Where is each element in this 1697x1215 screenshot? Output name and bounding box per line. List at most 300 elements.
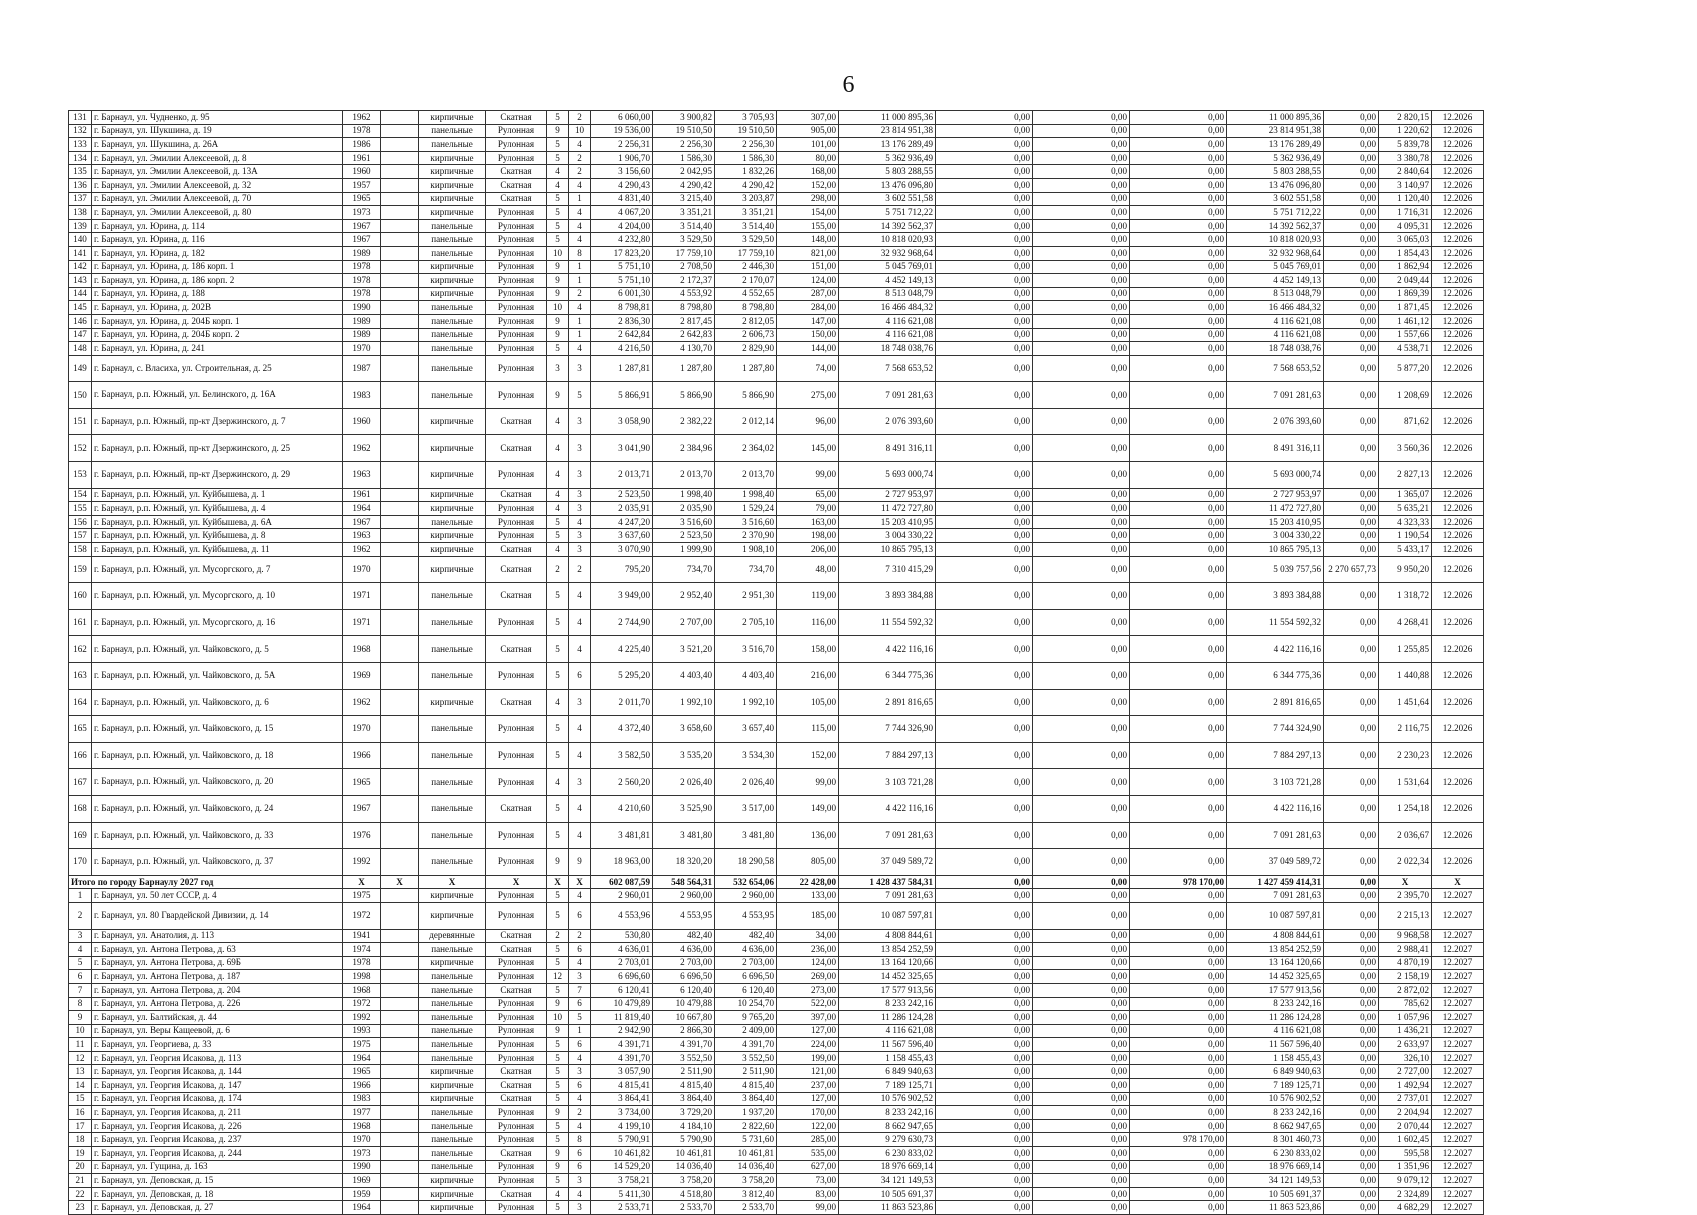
table-cell <box>381 889 419 903</box>
table-cell: 4 <box>547 435 569 462</box>
table-cell: кирпичные <box>419 902 486 929</box>
table-cell: 15 <box>69 1092 92 1106</box>
table-cell: 4 <box>547 165 569 179</box>
table-cell: 3 729,20 <box>653 1106 715 1120</box>
table-cell: 1972 <box>343 902 381 929</box>
table-cell: 0,00 <box>1324 943 1379 957</box>
table-cell: 0,00 <box>1324 355 1379 382</box>
table-cell: 0,00 <box>1130 1160 1227 1174</box>
table-cell: 0,00 <box>936 849 1033 876</box>
table-cell: 1 <box>569 192 591 206</box>
table-cell: 2 727 953,97 <box>1227 488 1324 502</box>
table-cell: 2 170,07 <box>715 274 777 288</box>
table-cell: 0,00 <box>1130 929 1227 943</box>
table-cell: 0,00 <box>1324 1133 1379 1147</box>
table-cell: 8 491 316,11 <box>839 435 936 462</box>
table-cell: 5 <box>547 151 569 165</box>
table-cell <box>381 1079 419 1093</box>
table-cell: 1 716,31 <box>1379 206 1432 220</box>
table-cell: г. Барнаул, ул. Георгия Исакова, д. 174 <box>92 1092 343 1106</box>
table-cell: 7 <box>569 983 591 997</box>
table-cell: 7 744 326,90 <box>839 716 936 743</box>
table-cell: 79,00 <box>777 502 839 516</box>
table-cell: 482,40 <box>653 929 715 943</box>
table-cell: 1992 <box>343 849 381 876</box>
table-row <box>69 206 1484 220</box>
table-cell: 1964 <box>343 502 381 516</box>
table-cell: 19 510,50 <box>653 124 715 138</box>
table-cell: 4 391,70 <box>715 1038 777 1052</box>
table-cell: 10 865 795,13 <box>1227 543 1324 557</box>
table-cell: 3 758,21 <box>591 1174 653 1188</box>
table-cell: панельные <box>419 716 486 743</box>
table-cell: 1989 <box>343 246 381 260</box>
table-cell: 8 662 947,65 <box>1227 1119 1324 1133</box>
table-cell: X <box>1379 875 1432 889</box>
table-cell: Скатная <box>486 689 547 716</box>
table-cell: кирпичные <box>419 889 486 903</box>
table-cell: 0,00 <box>1324 1079 1379 1093</box>
table-cell: 2 511,90 <box>653 1065 715 1079</box>
table-cell: 10 <box>547 1011 569 1025</box>
table-cell: 5 <box>547 1079 569 1093</box>
table-cell <box>381 822 419 849</box>
table-cell: 0,00 <box>936 875 1033 889</box>
table-cell: г. Барнаул, ул. Юрина, д. 116 <box>92 233 343 247</box>
table-cell: 0,00 <box>1324 462 1379 489</box>
table-cell: 2 070,44 <box>1379 1119 1432 1133</box>
table-cell: X <box>569 875 591 889</box>
table-cell: 2 042,95 <box>653 165 715 179</box>
table-cell: 12.2026 <box>1432 219 1484 233</box>
table-cell: 34 121 149,53 <box>839 1174 936 1188</box>
table-cell: Рулонная <box>486 742 547 769</box>
table-row <box>69 956 1484 970</box>
table-row <box>69 274 1484 288</box>
table-cell: X <box>1432 875 1484 889</box>
table-cell: панельные <box>419 769 486 796</box>
table-cell: 1 451,64 <box>1379 689 1432 716</box>
table-cell: 0,00 <box>936 1187 1033 1201</box>
table-cell: 5 433,17 <box>1379 543 1432 557</box>
table-cell: 0,00 <box>1130 1079 1227 1093</box>
table-cell: 2 230,23 <box>1379 742 1432 769</box>
table-cell: г. Барнаул, р.п. Южный, пр-кт Дзержинского, д. 25 <box>92 435 343 462</box>
table-cell: 12.2027 <box>1432 1106 1484 1120</box>
table-cell: 12.2027 <box>1432 1079 1484 1093</box>
table-cell: 166 <box>69 742 92 769</box>
table-cell: 0,00 <box>1130 609 1227 636</box>
table-cell: 0,00 <box>936 742 1033 769</box>
table-cell: 1 287,80 <box>715 355 777 382</box>
table-cell: 4 <box>547 689 569 716</box>
table-cell: 3 582,50 <box>591 742 653 769</box>
table-cell: 12.2026 <box>1432 382 1484 409</box>
table-cell: 5 <box>547 1119 569 1133</box>
table-cell: 2 <box>569 929 591 943</box>
table-cell: 17 577 913,56 <box>1227 983 1324 997</box>
table-cell: 12.2026 <box>1432 165 1484 179</box>
table-cell: 10 <box>547 301 569 315</box>
table-cell <box>381 382 419 409</box>
table-cell: кирпичные <box>419 165 486 179</box>
table-cell: 3 103 721,28 <box>1227 769 1324 796</box>
table-row <box>69 902 1484 929</box>
table-cell: 11 819,40 <box>591 1011 653 1025</box>
table-cell: кирпичные <box>419 206 486 220</box>
table-cell: Рулонная <box>486 138 547 152</box>
table-cell: 9 <box>547 287 569 301</box>
table-cell: 5 751 712,22 <box>1227 206 1324 220</box>
table-cell: 18 748 038,76 <box>1227 342 1324 356</box>
table-cell: 7 091 281,63 <box>1227 382 1324 409</box>
table-cell: 2 822,60 <box>715 1119 777 1133</box>
table-cell: кирпичные <box>419 192 486 206</box>
table-cell: панельные <box>419 246 486 260</box>
table-row <box>69 1024 1484 1038</box>
table-cell: панельные <box>419 997 486 1011</box>
table-cell: 0,00 <box>1130 1038 1227 1052</box>
table-cell: 4 <box>547 769 569 796</box>
table-cell: 168 <box>69 795 92 822</box>
table-cell: 4 290,42 <box>653 178 715 192</box>
table-cell: 0,00 <box>1033 233 1130 247</box>
table-cell: 0,00 <box>1130 742 1227 769</box>
table-cell <box>381 502 419 516</box>
table-cell: 3 602 551,58 <box>1227 192 1324 206</box>
table-cell: 96,00 <box>777 408 839 435</box>
table-cell: 11 <box>69 1038 92 1052</box>
table-cell: 133,00 <box>777 889 839 903</box>
table-cell: 2 <box>569 1106 591 1120</box>
table-cell: 482,40 <box>715 929 777 943</box>
table-cell: 3 156,60 <box>591 165 653 179</box>
table-cell <box>381 1011 419 1025</box>
table-cell: 0,00 <box>1324 260 1379 274</box>
table-cell: 0,00 <box>1324 902 1379 929</box>
table-cell: 5 045 769,01 <box>839 260 936 274</box>
table-cell: 2 215,13 <box>1379 902 1432 929</box>
table-cell: 5 411,30 <box>591 1187 653 1201</box>
table-cell: 0,00 <box>936 556 1033 583</box>
table-cell: X <box>486 875 547 889</box>
table-cell: 3 602 551,58 <box>839 192 936 206</box>
table-row <box>69 138 1484 152</box>
table-cell: 1961 <box>343 151 381 165</box>
table-cell: 12.2026 <box>1432 151 1484 165</box>
table-cell: 12.2026 <box>1432 178 1484 192</box>
table-cell: 0,00 <box>936 1133 1033 1147</box>
table-cell: 0,00 <box>1033 556 1130 583</box>
table-cell: Рулонная <box>486 462 547 489</box>
table-cell: 0,00 <box>1033 1187 1130 1201</box>
table-cell: 0,00 <box>1033 328 1130 342</box>
table-cell: 4 <box>569 138 591 152</box>
table-cell: 2 737,01 <box>1379 1092 1432 1106</box>
table-cell: г. Барнаул, р.п. Южный, ул. Мусоргского, д. 7 <box>92 556 343 583</box>
table-cell: 4 553,95 <box>653 902 715 929</box>
table-cell: г. Барнаул, ул. 50 лет СССР, д. 4 <box>92 889 343 903</box>
table-cell: 12.2027 <box>1432 1038 1484 1052</box>
table-cell: 6 <box>69 970 92 984</box>
table-cell: 2 <box>69 902 92 929</box>
table-cell: 1 208,69 <box>1379 382 1432 409</box>
table-cell: 0,00 <box>1324 314 1379 328</box>
table-cell <box>381 355 419 382</box>
table-cell: 0,00 <box>1033 408 1130 435</box>
table-row <box>69 997 1484 1011</box>
table-cell: 12.2026 <box>1432 233 1484 247</box>
table-cell: 12.2027 <box>1432 997 1484 1011</box>
table-cell: 18 976 669,14 <box>1227 1160 1324 1174</box>
table-cell <box>381 301 419 315</box>
table-cell: 155,00 <box>777 219 839 233</box>
table-cell: Скатная <box>486 929 547 943</box>
table-cell: 5 <box>547 609 569 636</box>
table-cell: 0,00 <box>1130 355 1227 382</box>
table-cell: 5 <box>547 1174 569 1188</box>
table-row <box>69 529 1484 543</box>
table-cell: 4 067,20 <box>591 206 653 220</box>
table-cell: 522,00 <box>777 997 839 1011</box>
table-cell: Скатная <box>486 556 547 583</box>
table-cell: 4 <box>569 1187 591 1201</box>
table-cell: 2 523,50 <box>653 529 715 543</box>
table-cell: Рулонная <box>486 233 547 247</box>
table-cell: Рулонная <box>486 342 547 356</box>
table-cell: 23 814 951,38 <box>839 124 936 138</box>
table-cell: кирпичные <box>419 1201 486 1215</box>
table-cell: 12.2027 <box>1432 956 1484 970</box>
table-cell: 2 960,00 <box>653 889 715 903</box>
table-cell: 2 446,30 <box>715 260 777 274</box>
table-cell: 1967 <box>343 219 381 233</box>
table-cell: 4 <box>69 943 92 957</box>
table-cell: 1964 <box>343 1201 381 1215</box>
table-cell: 0,00 <box>1033 355 1130 382</box>
table-cell: 0,00 <box>936 769 1033 796</box>
table-cell: 0,00 <box>1324 124 1379 138</box>
table-cell: 5 803 288,55 <box>839 165 936 179</box>
table-cell: 13 476 096,80 <box>1227 178 1324 192</box>
table-cell: 3 <box>569 769 591 796</box>
table-cell: 0,00 <box>1324 382 1379 409</box>
table-cell: 12.2026 <box>1432 314 1484 328</box>
table-cell: 7 091 281,63 <box>1227 822 1324 849</box>
table-cell: 0,00 <box>1130 1065 1227 1079</box>
table-cell: г. Барнаул, ул. Георгиева, д. 33 <box>92 1038 343 1052</box>
table-cell: 0,00 <box>1130 636 1227 663</box>
table-cell: Рулонная <box>486 822 547 849</box>
table-cell: 1 906,70 <box>591 151 653 165</box>
table-cell: 0,00 <box>936 795 1033 822</box>
table-row <box>69 1174 1484 1188</box>
table-cell: 2 820,15 <box>1379 111 1432 125</box>
table-cell: Рулонная <box>486 769 547 796</box>
table-cell: 3 004 330,22 <box>839 529 936 543</box>
table-row <box>69 192 1484 206</box>
table-cell: 158,00 <box>777 636 839 663</box>
table-cell: 99,00 <box>777 462 839 489</box>
table-cell: 14 392 562,37 <box>1227 219 1324 233</box>
table-cell <box>381 583 419 610</box>
table-cell: 19 510,50 <box>715 124 777 138</box>
table-cell: 3 864,41 <box>591 1092 653 1106</box>
table-cell: 0,00 <box>1130 1106 1227 1120</box>
table-cell: 169 <box>69 822 92 849</box>
table-cell: 1 427 459 414,31 <box>1227 875 1324 889</box>
table-cell: 37 049 589,72 <box>839 849 936 876</box>
table-cell: 2 827,13 <box>1379 462 1432 489</box>
table-cell <box>381 124 419 138</box>
table-cell: Рулонная <box>486 1201 547 1215</box>
table-cell: 0,00 <box>1324 111 1379 125</box>
table-cell: 0,00 <box>1324 1024 1379 1038</box>
table-cell: панельные <box>419 609 486 636</box>
table-cell: 7 091 281,63 <box>1227 889 1324 903</box>
table-cell: панельные <box>419 583 486 610</box>
table-cell: 1968 <box>343 636 381 663</box>
table-cell: 18 748 038,76 <box>839 342 936 356</box>
table-cell: 32 932 968,64 <box>1227 246 1324 260</box>
table-cell <box>381 943 419 957</box>
table-cell: 1 <box>569 1024 591 1038</box>
table-cell: 236,00 <box>777 943 839 957</box>
table-cell: 18 963,00 <box>591 849 653 876</box>
table-cell: 3 481,80 <box>715 822 777 849</box>
table-cell: 4 391,70 <box>653 1038 715 1052</box>
table-cell: 0,00 <box>1130 287 1227 301</box>
table-cell: 1 832,26 <box>715 165 777 179</box>
table-cell: 0,00 <box>1324 970 1379 984</box>
table-cell: 12.2026 <box>1432 488 1484 502</box>
table-cell: г. Барнаул, ул. Юрина, д. 186 корп. 2 <box>92 274 343 288</box>
table-cell: 11 554 592,32 <box>1227 609 1324 636</box>
table-cell: 136,00 <box>777 822 839 849</box>
table-cell: 4 204,00 <box>591 219 653 233</box>
table-cell: 4 <box>569 716 591 743</box>
table-cell: 1 120,40 <box>1379 192 1432 206</box>
table-cell: 157 <box>69 529 92 543</box>
table-cell: 1970 <box>343 716 381 743</box>
table-cell: 0,00 <box>1033 260 1130 274</box>
table-cell: 1978 <box>343 260 381 274</box>
table-cell: 0,00 <box>1130 435 1227 462</box>
table-cell: 19 536,00 <box>591 124 653 138</box>
table-cell: 2 <box>569 111 591 125</box>
table-row <box>69 382 1484 409</box>
table-cell: 10 505 691,37 <box>1227 1187 1324 1201</box>
table-cell: Рулонная <box>486 246 547 260</box>
table-cell: 151,00 <box>777 260 839 274</box>
table-cell: 4 <box>547 462 569 489</box>
table-cell: 5 <box>547 206 569 220</box>
table-cell: 2 384,96 <box>653 435 715 462</box>
table-cell: 0,00 <box>1130 943 1227 957</box>
table-cell: 32 932 968,64 <box>839 246 936 260</box>
table-cell: г. Барнаул, ул. Шукшина, д. 26А <box>92 138 343 152</box>
table-cell: 0,00 <box>1130 1092 1227 1106</box>
table-cell: X <box>381 875 419 889</box>
table-cell: 12.2026 <box>1432 287 1484 301</box>
table-cell: 6 849 940,63 <box>839 1065 936 1079</box>
table-cell: 12.2026 <box>1432 260 1484 274</box>
table-cell: г. Барнаул, р.п. Южный, ул. Чайковского, д. 5 <box>92 636 343 663</box>
table-cell <box>381 543 419 557</box>
table-cell: 1967 <box>343 795 381 822</box>
table-row <box>69 769 1484 796</box>
table-cell: 1 287,80 <box>653 355 715 382</box>
table-cell: 2 116,75 <box>1379 716 1432 743</box>
table-cell: 1965 <box>343 1065 381 1079</box>
table-cell: кирпичные <box>419 1065 486 1079</box>
table-row <box>69 1051 1484 1065</box>
table-cell: 1 871,45 <box>1379 301 1432 315</box>
table-row <box>69 1038 1484 1052</box>
table-row <box>69 849 1484 876</box>
table-cell: 0,00 <box>1033 138 1130 152</box>
table-cell: 4 232,80 <box>591 233 653 247</box>
table-cell: панельные <box>419 983 486 997</box>
table-cell: 48,00 <box>777 556 839 583</box>
table-row <box>69 462 1484 489</box>
table-cell: г. Барнаул, ул. Чудненко, д. 95 <box>92 111 343 125</box>
table-cell: 2 012,14 <box>715 408 777 435</box>
table-cell: 0,00 <box>1130 246 1227 260</box>
table-cell: 3 949,00 <box>591 583 653 610</box>
table-cell: 4 <box>547 178 569 192</box>
table-cell: 2 324,89 <box>1379 1187 1432 1201</box>
table-cell: Рулонная <box>486 1133 547 1147</box>
table-cell: 2 <box>569 165 591 179</box>
table-cell: 167 <box>69 769 92 796</box>
table-cell <box>381 138 419 152</box>
table-cell: 12.2027 <box>1432 889 1484 903</box>
table-cell: 5 <box>547 716 569 743</box>
table-cell: 10 461,81 <box>715 1147 777 1161</box>
table-cell: кирпичные <box>419 1187 486 1201</box>
table-cell: панельные <box>419 515 486 529</box>
table-cell: 6 344 775,36 <box>839 663 936 690</box>
table-cell: панельные <box>419 342 486 356</box>
table-cell: 3 758,20 <box>653 1174 715 1188</box>
table-cell: 124,00 <box>777 274 839 288</box>
table-cell: 1964 <box>343 1051 381 1065</box>
table-cell: 152,00 <box>777 178 839 192</box>
table-cell: Рулонная <box>486 663 547 690</box>
table-cell: 159 <box>69 556 92 583</box>
table-cell: 10 818 020,93 <box>839 233 936 247</box>
table-cell: 0,00 <box>1324 849 1379 876</box>
table-cell: Рулонная <box>486 529 547 543</box>
table-cell: 2 703,00 <box>653 956 715 970</box>
table-cell: 3 380,78 <box>1379 151 1432 165</box>
table-cell: г. Барнаул, ул. Эмилии Алексеевой, д. 70 <box>92 192 343 206</box>
table-cell: 3 <box>569 543 591 557</box>
table-cell: 4 <box>547 543 569 557</box>
table-cell: 0,00 <box>1324 408 1379 435</box>
table-cell: кирпичные <box>419 287 486 301</box>
table-cell: 22 428,00 <box>777 875 839 889</box>
table-cell: 5 751 712,22 <box>839 206 936 220</box>
table-cell: 12.2026 <box>1432 609 1484 636</box>
table-cell: 12.2027 <box>1432 1174 1484 1188</box>
table-cell: 2 013,70 <box>653 462 715 489</box>
table-cell: 6 <box>569 943 591 957</box>
table-cell: 3 529,50 <box>653 233 715 247</box>
table-cell <box>381 529 419 543</box>
table-cell: Рулонная <box>486 328 547 342</box>
